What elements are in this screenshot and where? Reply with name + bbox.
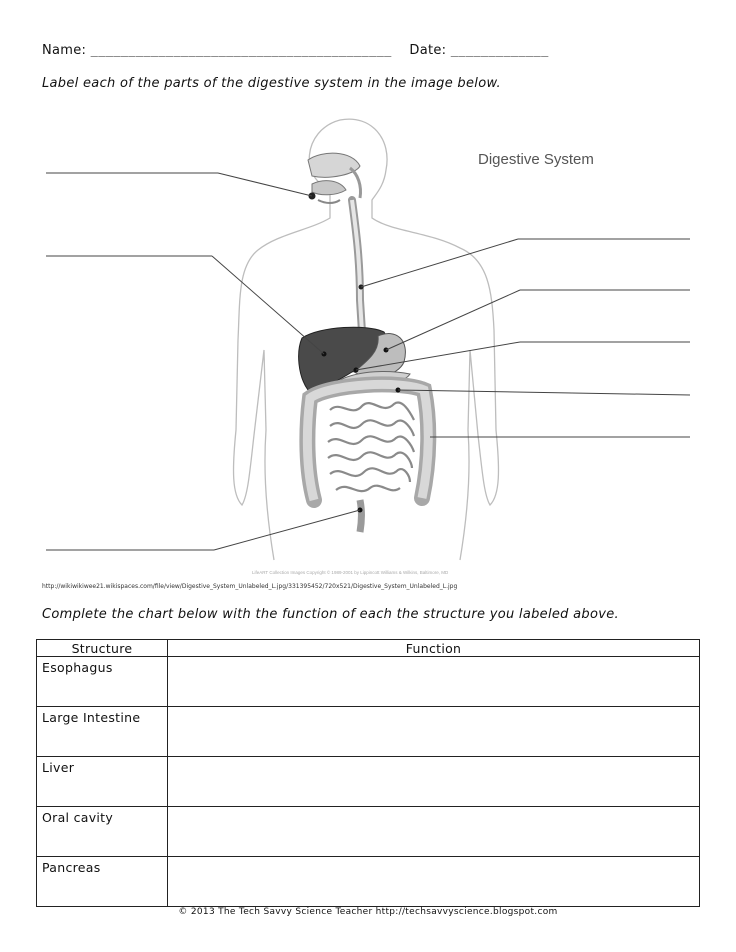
table-row	[37, 807, 700, 857]
chart-instructions: Complete the chart below with the function of each the structure you labeled above.	[42, 607, 619, 622]
structure-cell: Liver	[37, 757, 168, 807]
table-row	[37, 707, 700, 757]
digestive-system-diagram	[0, 100, 736, 580]
function-cell[interactable]	[168, 807, 700, 857]
function-header: Function	[168, 640, 700, 657]
copyright-footer: © 2013 The Tech Savvy Science Teacher http://techsavvyscience.blogspot.com	[178, 907, 558, 917]
label-instructions: Label each of the parts of the digestive system in the image below.	[42, 76, 501, 91]
large-intestine	[307, 384, 428, 500]
structure-cell: Esophagus	[37, 657, 168, 707]
structure-header: Structure	[37, 640, 168, 657]
small-intestine	[328, 403, 414, 492]
date-label: Date:	[409, 43, 447, 58]
date-blank[interactable]: _____________	[450, 43, 549, 57]
name-label: Name:	[42, 43, 87, 58]
function-cell[interactable]	[168, 657, 700, 707]
function-cell[interactable]	[168, 707, 700, 757]
function-cell[interactable]	[168, 857, 700, 907]
structure-cell: Large Intestine	[37, 707, 168, 757]
function-cell[interactable]	[168, 757, 700, 807]
name-date-header	[42, 43, 549, 58]
rectum	[360, 500, 362, 532]
table-row	[37, 857, 700, 907]
function-chart	[36, 639, 700, 907]
structure-cell: Oral cavity	[37, 807, 168, 857]
chart-header-row	[37, 640, 700, 657]
table-row	[37, 757, 700, 807]
name-blank[interactable]: ________________________________________	[90, 43, 392, 57]
image-credit: LifeART Collection Images Copyright © 1989-2001 by Lippincott Williams & Wilkins, Baltimore, MD	[252, 570, 449, 575]
structure-cell: Pancreas	[37, 857, 168, 907]
diagram-title: Digestive System	[478, 151, 594, 168]
table-row	[37, 657, 700, 707]
source-url[interactable]: http://wikiwikiwee21.wikispaces.com/file/view/Digestive_System_Unlabeled_L.jpg/331395452/720x521/Digestive_System_Unlabeled_L.jpg	[42, 583, 458, 590]
